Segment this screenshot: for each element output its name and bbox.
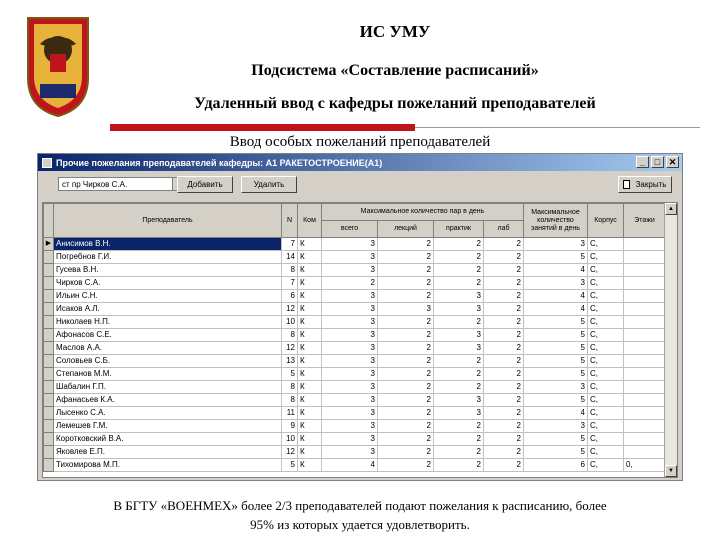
delete-button[interactable]: Удалить bbox=[241, 176, 297, 193]
cell-building[interactable]: С, bbox=[588, 381, 624, 394]
row-indicator[interactable] bbox=[44, 446, 54, 459]
cell-lect[interactable]: 2 bbox=[378, 433, 434, 446]
cell-max-lessons[interactable]: 5 bbox=[524, 355, 588, 368]
cell-floors[interactable] bbox=[624, 446, 666, 459]
cell-floors[interactable] bbox=[624, 264, 666, 277]
cell-floors[interactable] bbox=[624, 329, 666, 342]
cell-pract[interactable]: 2 bbox=[434, 264, 484, 277]
col-max-lessons[interactable]: Максимальное количество занятий в день bbox=[524, 204, 588, 238]
cell-kom[interactable]: К bbox=[298, 420, 322, 433]
add-button[interactable]: Добавить bbox=[177, 176, 233, 193]
cell-kom[interactable]: К bbox=[298, 277, 322, 290]
cell-lect[interactable]: 2 bbox=[378, 381, 434, 394]
wishes-window bbox=[37, 153, 683, 481]
slide-heading: Удаленный ввод с кафедры пожеланий преподавателей bbox=[194, 95, 596, 112]
row-indicator[interactable] bbox=[44, 329, 54, 342]
cell-pract[interactable]: 3 bbox=[434, 394, 484, 407]
cell-lab[interactable]: 2 bbox=[484, 446, 524, 459]
cell-max-lessons[interactable]: 5 bbox=[524, 368, 588, 381]
table-row[interactable] bbox=[44, 290, 666, 303]
cell-teacher[interactable]: Шабалин Г.П. bbox=[54, 381, 282, 394]
cell-lect[interactable]: 2 bbox=[378, 251, 434, 264]
cell-n[interactable]: 8 bbox=[282, 381, 298, 394]
cell-teacher[interactable]: Лысенко С.А. bbox=[54, 407, 282, 420]
minimize-button[interactable]: _ bbox=[636, 156, 649, 168]
cell-pract[interactable]: 2 bbox=[434, 420, 484, 433]
cell-pract[interactable]: 2 bbox=[434, 381, 484, 394]
cell-n[interactable]: 10 bbox=[282, 433, 298, 446]
cell-all[interactable]: 3 bbox=[322, 394, 378, 407]
cell-kom[interactable]: К bbox=[298, 303, 322, 316]
vertical-scrollbar[interactable] bbox=[664, 203, 677, 477]
row-indicator[interactable] bbox=[44, 342, 54, 355]
cell-floors[interactable] bbox=[624, 342, 666, 355]
cell-kom[interactable]: К bbox=[298, 290, 322, 303]
cell-max-lessons[interactable]: 5 bbox=[524, 433, 588, 446]
cell-building[interactable]: С, bbox=[588, 316, 624, 329]
cell-pract[interactable]: 2 bbox=[434, 238, 484, 251]
cell-building[interactable]: С, bbox=[588, 342, 624, 355]
cell-floors[interactable] bbox=[624, 316, 666, 329]
cell-lab[interactable]: 2 bbox=[484, 420, 524, 433]
cell-floors[interactable] bbox=[624, 420, 666, 433]
row-indicator[interactable] bbox=[44, 303, 54, 316]
cell-pract[interactable]: 2 bbox=[434, 446, 484, 459]
cell-lab[interactable]: 2 bbox=[484, 329, 524, 342]
cell-building[interactable]: С, bbox=[588, 368, 624, 381]
cell-max-lessons[interactable]: 5 bbox=[524, 342, 588, 355]
cell-building[interactable]: С, bbox=[588, 277, 624, 290]
row-indicator[interactable] bbox=[44, 407, 54, 420]
cell-lect[interactable]: 2 bbox=[378, 355, 434, 368]
close-button-label: Закрыть bbox=[635, 180, 667, 189]
cell-max-lessons[interactable]: 5 bbox=[524, 251, 588, 264]
slide-title: ИС УМУ bbox=[359, 22, 431, 41]
table-row[interactable] bbox=[44, 251, 666, 264]
cell-n[interactable]: 11 bbox=[282, 407, 298, 420]
table-row[interactable] bbox=[44, 368, 666, 381]
cell-lab[interactable]: 2 bbox=[484, 381, 524, 394]
cell-lab[interactable]: 2 bbox=[484, 355, 524, 368]
scroll-up-icon[interactable]: ▲ bbox=[665, 203, 677, 215]
cell-kom[interactable]: К bbox=[298, 394, 322, 407]
cell-n[interactable]: 7 bbox=[282, 277, 298, 290]
col-all[interactable]: всего bbox=[322, 221, 378, 238]
cell-lect[interactable]: 2 bbox=[378, 277, 434, 290]
cell-lab[interactable]: 2 bbox=[484, 264, 524, 277]
col-teacher[interactable]: Преподаватель bbox=[54, 204, 282, 238]
cell-n[interactable]: 9 bbox=[282, 420, 298, 433]
cell-pract[interactable]: 2 bbox=[434, 277, 484, 290]
cell-floors[interactable]: 0, bbox=[624, 459, 666, 472]
cell-max-lessons[interactable]: 3 bbox=[524, 420, 588, 433]
slide-caption: Ввод особых пожеланий преподавателей bbox=[229, 134, 491, 150]
cell-n[interactable]: 8 bbox=[282, 264, 298, 277]
cell-kom[interactable]: К bbox=[298, 459, 322, 472]
col-floors[interactable]: Этажи bbox=[624, 204, 666, 238]
window-titlebar[interactable] bbox=[38, 154, 682, 171]
cell-lab[interactable]: 2 bbox=[484, 368, 524, 381]
cell-n[interactable]: 8 bbox=[282, 394, 298, 407]
row-indicator[interactable] bbox=[44, 264, 54, 277]
cell-kom[interactable]: К bbox=[298, 368, 322, 381]
cell-lab[interactable]: 2 bbox=[484, 316, 524, 329]
row-indicator[interactable] bbox=[44, 394, 54, 407]
cell-floors[interactable] bbox=[624, 407, 666, 420]
cell-kom[interactable]: К bbox=[298, 316, 322, 329]
cell-building[interactable]: С, bbox=[588, 264, 624, 277]
cell-max-lessons[interactable]: 6 bbox=[524, 459, 588, 472]
cell-lab[interactable]: 2 bbox=[484, 290, 524, 303]
table-row[interactable] bbox=[44, 381, 666, 394]
table-row[interactable] bbox=[44, 433, 666, 446]
footer-line-1: В БГТУ «ВОЕНМЕХ» более 2/3 преподавателей подают пожелания к расписанию, более bbox=[113, 498, 607, 513]
cell-teacher[interactable]: Афонасов С.Е. bbox=[54, 329, 282, 342]
table-row[interactable] bbox=[44, 303, 666, 316]
col-n[interactable]: N bbox=[282, 204, 298, 238]
cell-lect[interactable]: 2 bbox=[378, 316, 434, 329]
teacher-select[interactable] bbox=[58, 177, 186, 191]
cell-all[interactable]: 3 bbox=[322, 420, 378, 433]
col-lab[interactable]: лаб bbox=[484, 221, 524, 238]
cell-kom[interactable]: К bbox=[298, 264, 322, 277]
cell-lab[interactable]: 2 bbox=[484, 303, 524, 316]
row-indicator[interactable] bbox=[44, 277, 54, 290]
cell-kom[interactable]: К bbox=[298, 446, 322, 459]
col-lect[interactable]: лекций bbox=[378, 221, 434, 238]
cell-all[interactable]: 3 bbox=[322, 251, 378, 264]
cell-lect[interactable]: 2 bbox=[378, 290, 434, 303]
cell-all[interactable]: 3 bbox=[322, 355, 378, 368]
cell-pract[interactable]: 2 bbox=[434, 251, 484, 264]
cell-kom[interactable]: К bbox=[298, 238, 322, 251]
row-indicator[interactable] bbox=[44, 316, 54, 329]
cell-floors[interactable] bbox=[624, 381, 666, 394]
cell-floors[interactable] bbox=[624, 368, 666, 381]
cell-lab[interactable]: 2 bbox=[484, 238, 524, 251]
cell-pract[interactable]: 2 bbox=[434, 368, 484, 381]
cell-all[interactable]: 3 bbox=[322, 264, 378, 277]
table-row[interactable] bbox=[44, 342, 666, 355]
toolbar bbox=[38, 171, 682, 199]
cell-pract[interactable]: 3 bbox=[434, 290, 484, 303]
slide-subtitle: Подсистема «Составление расписаний» bbox=[251, 62, 539, 79]
cell-building[interactable]: С, bbox=[588, 238, 624, 251]
cell-teacher[interactable]: Анисимов В.Н. bbox=[54, 238, 282, 251]
table-row[interactable] bbox=[44, 446, 666, 459]
table-row[interactable] bbox=[44, 277, 666, 290]
cell-max-lessons[interactable]: 5 bbox=[524, 446, 588, 459]
slide-footer bbox=[0, 496, 720, 534]
cell-teacher[interactable]: Коротковский В.А. bbox=[54, 433, 282, 446]
cell-max-lessons[interactable]: 3 bbox=[524, 381, 588, 394]
cell-max-lessons[interactable]: 4 bbox=[524, 407, 588, 420]
cell-floors[interactable] bbox=[624, 277, 666, 290]
cell-n[interactable]: 13 bbox=[282, 355, 298, 368]
cell-floors[interactable] bbox=[624, 355, 666, 368]
cell-building[interactable]: С, bbox=[588, 394, 624, 407]
cell-pract[interactable]: 3 bbox=[434, 407, 484, 420]
wishes-table bbox=[42, 202, 678, 478]
cell-lab[interactable]: 2 bbox=[484, 407, 524, 420]
cell-lab[interactable]: 2 bbox=[484, 433, 524, 446]
table-row[interactable] bbox=[44, 355, 666, 368]
cell-teacher[interactable]: Гусева В.Н. bbox=[54, 264, 282, 277]
close-window-button[interactable]: ✕ bbox=[666, 156, 679, 168]
cell-all[interactable]: 3 bbox=[322, 342, 378, 355]
teacher-select-value: ст пр Чирков С.А. bbox=[62, 180, 128, 189]
cell-lab[interactable]: 2 bbox=[484, 251, 524, 264]
cell-teacher[interactable]: Тихомирова М.П. bbox=[54, 459, 282, 472]
cell-building[interactable]: С, bbox=[588, 290, 624, 303]
cell-teacher[interactable]: Чирков С.А. bbox=[54, 277, 282, 290]
accent-bar bbox=[110, 124, 415, 131]
cell-building[interactable]: С, bbox=[588, 433, 624, 446]
divider-line bbox=[415, 127, 700, 128]
cell-lect[interactable]: 2 bbox=[378, 407, 434, 420]
cell-lab[interactable]: 2 bbox=[484, 342, 524, 355]
cell-lect[interactable]: 2 bbox=[378, 264, 434, 277]
cell-all[interactable]: 4 bbox=[322, 459, 378, 472]
cell-max-lessons[interactable]: 4 bbox=[524, 303, 588, 316]
cell-pract[interactable]: 2 bbox=[434, 433, 484, 446]
cell-n[interactable]: 12 bbox=[282, 342, 298, 355]
cell-teacher[interactable]: Яковлев Е.П. bbox=[54, 446, 282, 459]
cell-teacher[interactable]: Афанасьев К.А. bbox=[54, 394, 282, 407]
cell-building[interactable]: С, bbox=[588, 420, 624, 433]
cell-teacher[interactable]: Погребнов Г.И. bbox=[54, 251, 282, 264]
cell-building[interactable]: С, bbox=[588, 251, 624, 264]
col-kom[interactable]: Ком bbox=[298, 204, 322, 238]
cell-teacher[interactable]: Лемешев Г.М. bbox=[54, 420, 282, 433]
cell-max-lessons[interactable]: 4 bbox=[524, 264, 588, 277]
cell-all[interactable]: 3 bbox=[322, 368, 378, 381]
cell-lect[interactable]: 2 bbox=[378, 420, 434, 433]
cell-max-lessons[interactable]: 4 bbox=[524, 290, 588, 303]
cell-max-lessons[interactable]: 3 bbox=[524, 238, 588, 251]
cell-lect[interactable]: 2 bbox=[378, 446, 434, 459]
cell-building[interactable]: С, bbox=[588, 459, 624, 472]
cell-floors[interactable] bbox=[624, 290, 666, 303]
cell-floors[interactable] bbox=[624, 394, 666, 407]
cell-kom[interactable]: К bbox=[298, 433, 322, 446]
col-building[interactable]: Корпус bbox=[588, 204, 624, 238]
cell-building[interactable]: С, bbox=[588, 446, 624, 459]
cell-max-lessons[interactable]: 3 bbox=[524, 277, 588, 290]
maximize-button[interactable]: □ bbox=[651, 156, 664, 168]
cell-floors[interactable] bbox=[624, 303, 666, 316]
cell-lab[interactable]: 2 bbox=[484, 277, 524, 290]
cell-all[interactable]: 3 bbox=[322, 329, 378, 342]
cell-max-lessons[interactable]: 5 bbox=[524, 329, 588, 342]
cell-kom[interactable]: К bbox=[298, 381, 322, 394]
table-row[interactable] bbox=[44, 407, 666, 420]
cell-kom[interactable]: К bbox=[298, 251, 322, 264]
cell-teacher[interactable]: Ильин С.Н. bbox=[54, 290, 282, 303]
cell-building[interactable]: С, bbox=[588, 355, 624, 368]
cell-building[interactable]: С, bbox=[588, 329, 624, 342]
cell-lect[interactable]: 2 bbox=[378, 329, 434, 342]
row-pointer-icon[interactable]: ▶ bbox=[44, 238, 54, 251]
cell-teacher[interactable]: Исаков А.Л. bbox=[54, 303, 282, 316]
cell-lect[interactable]: 2 bbox=[378, 368, 434, 381]
cell-n[interactable]: 6 bbox=[282, 290, 298, 303]
cell-lect[interactable]: 2 bbox=[378, 342, 434, 355]
cell-n[interactable]: 5 bbox=[282, 459, 298, 472]
cell-pract[interactable]: 3 bbox=[434, 342, 484, 355]
row-indicator[interactable] bbox=[44, 290, 54, 303]
row-indicator[interactable] bbox=[44, 433, 54, 446]
row-indicator[interactable] bbox=[44, 420, 54, 433]
col-group-max-pairs: Максимальное количество пар в день bbox=[322, 204, 524, 221]
cell-kom[interactable]: К bbox=[298, 329, 322, 342]
cell-lect[interactable]: 2 bbox=[378, 238, 434, 251]
cell-teacher[interactable]: Степанов М.М. bbox=[54, 368, 282, 381]
cell-floors[interactable] bbox=[624, 251, 666, 264]
row-indicator[interactable] bbox=[44, 355, 54, 368]
footer-line-2: 95% из которых удается удовлетворить. bbox=[250, 517, 470, 532]
table-row[interactable] bbox=[44, 238, 666, 251]
table-row[interactable] bbox=[44, 420, 666, 433]
cell-all[interactable]: 3 bbox=[322, 433, 378, 446]
table-row[interactable] bbox=[44, 459, 666, 472]
scroll-down-icon[interactable]: ▼ bbox=[665, 465, 677, 477]
cell-building[interactable]: С, bbox=[588, 407, 624, 420]
cell-all[interactable]: 3 bbox=[322, 316, 378, 329]
row-indicator[interactable] bbox=[44, 251, 54, 264]
row-indicator-header bbox=[44, 204, 54, 238]
cell-max-lessons[interactable]: 5 bbox=[524, 394, 588, 407]
cell-lab[interactable]: 2 bbox=[484, 459, 524, 472]
app-icon bbox=[42, 158, 52, 168]
cell-teacher[interactable]: Николаев Н.П. bbox=[54, 316, 282, 329]
table-row[interactable] bbox=[44, 264, 666, 277]
cell-all[interactable]: 3 bbox=[322, 303, 378, 316]
cell-n[interactable]: 12 bbox=[282, 303, 298, 316]
cell-n[interactable]: 8 bbox=[282, 329, 298, 342]
cell-all[interactable]: 3 bbox=[322, 446, 378, 459]
cell-pract[interactable]: 3 bbox=[434, 303, 484, 316]
row-indicator[interactable] bbox=[44, 459, 54, 472]
cell-max-lessons[interactable]: 5 bbox=[524, 316, 588, 329]
cell-kom[interactable]: К bbox=[298, 407, 322, 420]
cell-pract[interactable]: 2 bbox=[434, 316, 484, 329]
cell-pract[interactable]: 2 bbox=[434, 355, 484, 368]
cell-pract[interactable]: 2 bbox=[434, 459, 484, 472]
cell-n[interactable]: 14 bbox=[282, 251, 298, 264]
cell-lect[interactable]: 2 bbox=[378, 459, 434, 472]
cell-n[interactable]: 10 bbox=[282, 316, 298, 329]
table-row[interactable] bbox=[44, 329, 666, 342]
cell-all[interactable]: 3 bbox=[322, 290, 378, 303]
cell-teacher[interactable]: Соловьев С.Б. bbox=[54, 355, 282, 368]
window-title: Прочие пожелания преподавателей кафедры: А1 РАКЕТОСТРОЕНИЕ(А1) bbox=[56, 157, 383, 168]
table-row[interactable] bbox=[44, 394, 666, 407]
cell-floors[interactable] bbox=[624, 238, 666, 251]
cell-kom[interactable]: К bbox=[298, 355, 322, 368]
col-pract[interactable]: практик bbox=[434, 221, 484, 238]
cell-lab[interactable]: 2 bbox=[484, 394, 524, 407]
close-button[interactable] bbox=[618, 176, 672, 193]
cell-teacher[interactable]: Маслов А.А. bbox=[54, 342, 282, 355]
row-indicator[interactable] bbox=[44, 381, 54, 394]
row-indicator[interactable] bbox=[44, 368, 54, 381]
door-icon bbox=[623, 180, 630, 189]
cell-n[interactable]: 12 bbox=[282, 446, 298, 459]
cell-floors[interactable] bbox=[624, 433, 666, 446]
cell-n[interactable]: 5 bbox=[282, 368, 298, 381]
cell-all[interactable]: 2 bbox=[322, 277, 378, 290]
cell-lect[interactable]: 3 bbox=[378, 303, 434, 316]
cell-lect[interactable]: 2 bbox=[378, 394, 434, 407]
cell-kom[interactable]: К bbox=[298, 342, 322, 355]
cell-all[interactable]: 3 bbox=[322, 238, 378, 251]
cell-all[interactable]: 3 bbox=[322, 381, 378, 394]
table-row[interactable] bbox=[44, 316, 666, 329]
cell-pract[interactable]: 3 bbox=[434, 329, 484, 342]
cell-building[interactable]: С, bbox=[588, 303, 624, 316]
cell-all[interactable]: 3 bbox=[322, 407, 378, 420]
cell-n[interactable]: 7 bbox=[282, 238, 298, 251]
